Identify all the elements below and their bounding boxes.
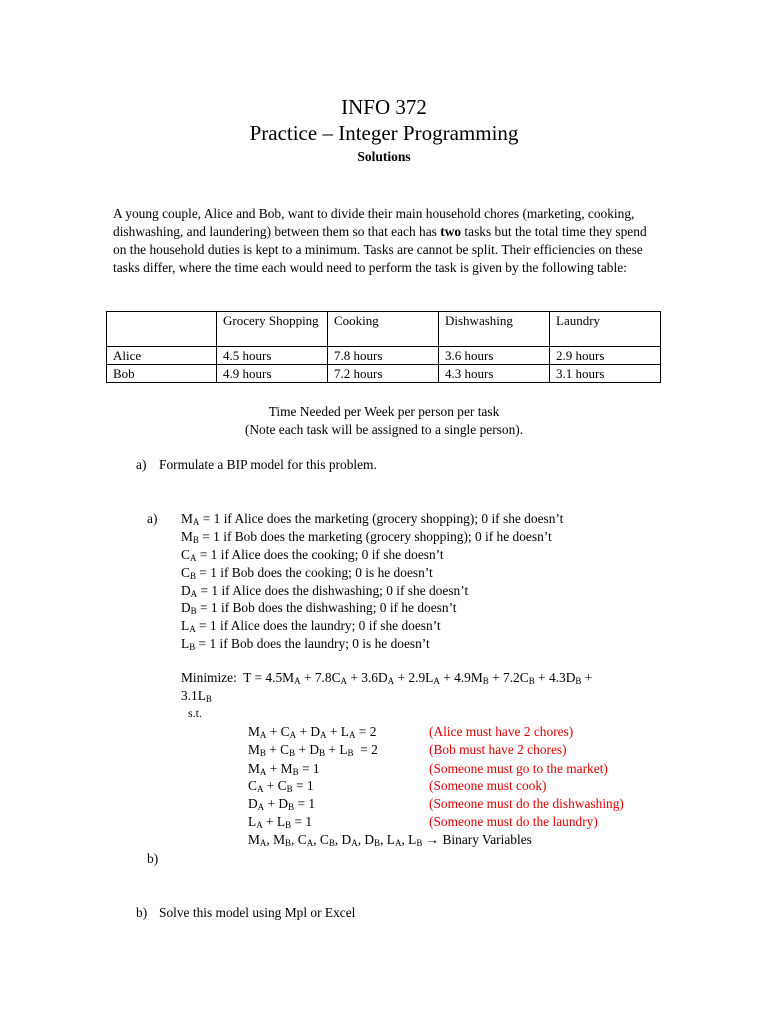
definition-line: $L_A = 1$ if Alice does the laundry; 0 if she doesn’t bbox=[181, 618, 441, 634]
page-subtitle: Solutions bbox=[357, 149, 411, 164]
question-a-label: a) bbox=[136, 457, 147, 472]
definition-line: $L_B = 1$ if Bob does the laundry; 0 is he doesn’t bbox=[181, 636, 430, 652]
emphasis-two: two bbox=[440, 224, 462, 239]
table-row: Alice 4.5 hours 7.8 hours 3.6 hours 2.9 hours bbox=[107, 347, 661, 365]
table-caption: Time Needed per Week per person per task bbox=[268, 404, 500, 419]
constraint: $L_A + L_B = 1$ bbox=[248, 814, 313, 830]
definition-line: $C_A = 1$ if Alice does the cooking; 0 if she doesn’t bbox=[181, 547, 444, 563]
definition-line: $D_B = 1$ if Bob does the dishwashing; 0 if he doesn’t bbox=[181, 600, 457, 616]
answer-a-label: a) bbox=[147, 511, 158, 526]
intro-paragraph: A young couple, Alice and Bob, want to divide their main household chores (marketing, cooking, dishwashing, and laundering) between them so that each has two tasks but the total time they spend on the household duties is kept to a minimum. Tasks are cannot be split. Their efficiencies on these tasks differ, where the time each would need to perform the task is given by the following table: bbox=[113, 206, 647, 275]
definition-line: $C_B = 1$ if Bob does the cooking; 0 is he doesn’t bbox=[181, 565, 433, 581]
course-code: INFO 372 bbox=[341, 95, 427, 119]
question-b-label: b) bbox=[136, 905, 148, 920]
page-title: Practice – Integer Programming bbox=[249, 121, 519, 145]
question-b-text: Solve this model using Mpl or Excel bbox=[159, 905, 356, 920]
constraint: $M_A + C_A + D_A + L_A = 2$ bbox=[248, 724, 377, 740]
constraint: $D_A + D_B = 1$ bbox=[248, 796, 316, 812]
constraint-comment: (Someone must do the dishwashing) bbox=[429, 796, 624, 811]
table-row: Bob 4.9 hours 7.2 hours 4.3 hours 3.1 hours bbox=[107, 365, 661, 383]
question-a-text: Formulate a BIP model for this problem. bbox=[159, 457, 377, 472]
table-note: (Note each task will be assigned to a single person). bbox=[244, 422, 524, 437]
constraint: $M_A + M_B = 1$ bbox=[248, 761, 320, 777]
objective-function: Minimize: $T = 4.5M_A + 7.8C_A + 3.6D_A + 2.9L_A + 4.9M_B + 7.2C_B + 4.3D_B$ + bbox=[181, 670, 593, 686]
right-arrow-icon: → bbox=[425, 832, 440, 847]
constraint-comment: (Bob must have 2 chores) bbox=[429, 742, 567, 757]
binary-constraint: $M_A$, $M_B$, $C_A$, $C_B$, $D_A$, $D_B$, $L_A$, $L_B$ → Binary Variables bbox=[248, 832, 532, 848]
constraint-comment: (Alice must have 2 chores) bbox=[429, 724, 574, 739]
subject-to-label: s.t. bbox=[188, 706, 203, 720]
definition-line: $M_A = 1$ if Alice does the marketing (grocery shopping); 0 if she doesn’t bbox=[181, 511, 564, 527]
definition-line: $M_B = 1$ if Bob does the marketing (grocery shopping); 0 if he doesn’t bbox=[181, 529, 552, 545]
constraint-comment: (Someone must cook) bbox=[429, 778, 547, 793]
definition-line: $D_A = 1$ if Alice does the dishwashing; 0 if she doesn’t bbox=[181, 583, 469, 599]
answer-b-placeholder-label: b) bbox=[147, 851, 159, 866]
constraint: $M_B + C_B + D_B + L_B = 2$ bbox=[248, 742, 378, 758]
constraint-comment: (Someone must go to the market) bbox=[429, 761, 608, 776]
constraint-comment: (Someone must do the laundry) bbox=[429, 814, 598, 829]
objective-function-continued: $3.1L_B$ bbox=[181, 688, 212, 704]
constraint: $C_A + C_B = 1$ bbox=[248, 778, 314, 794]
table-header-row: Grocery Shopping Cooking Dishwashing Laundry bbox=[107, 312, 661, 347]
chore-time-table bbox=[106, 311, 661, 383]
